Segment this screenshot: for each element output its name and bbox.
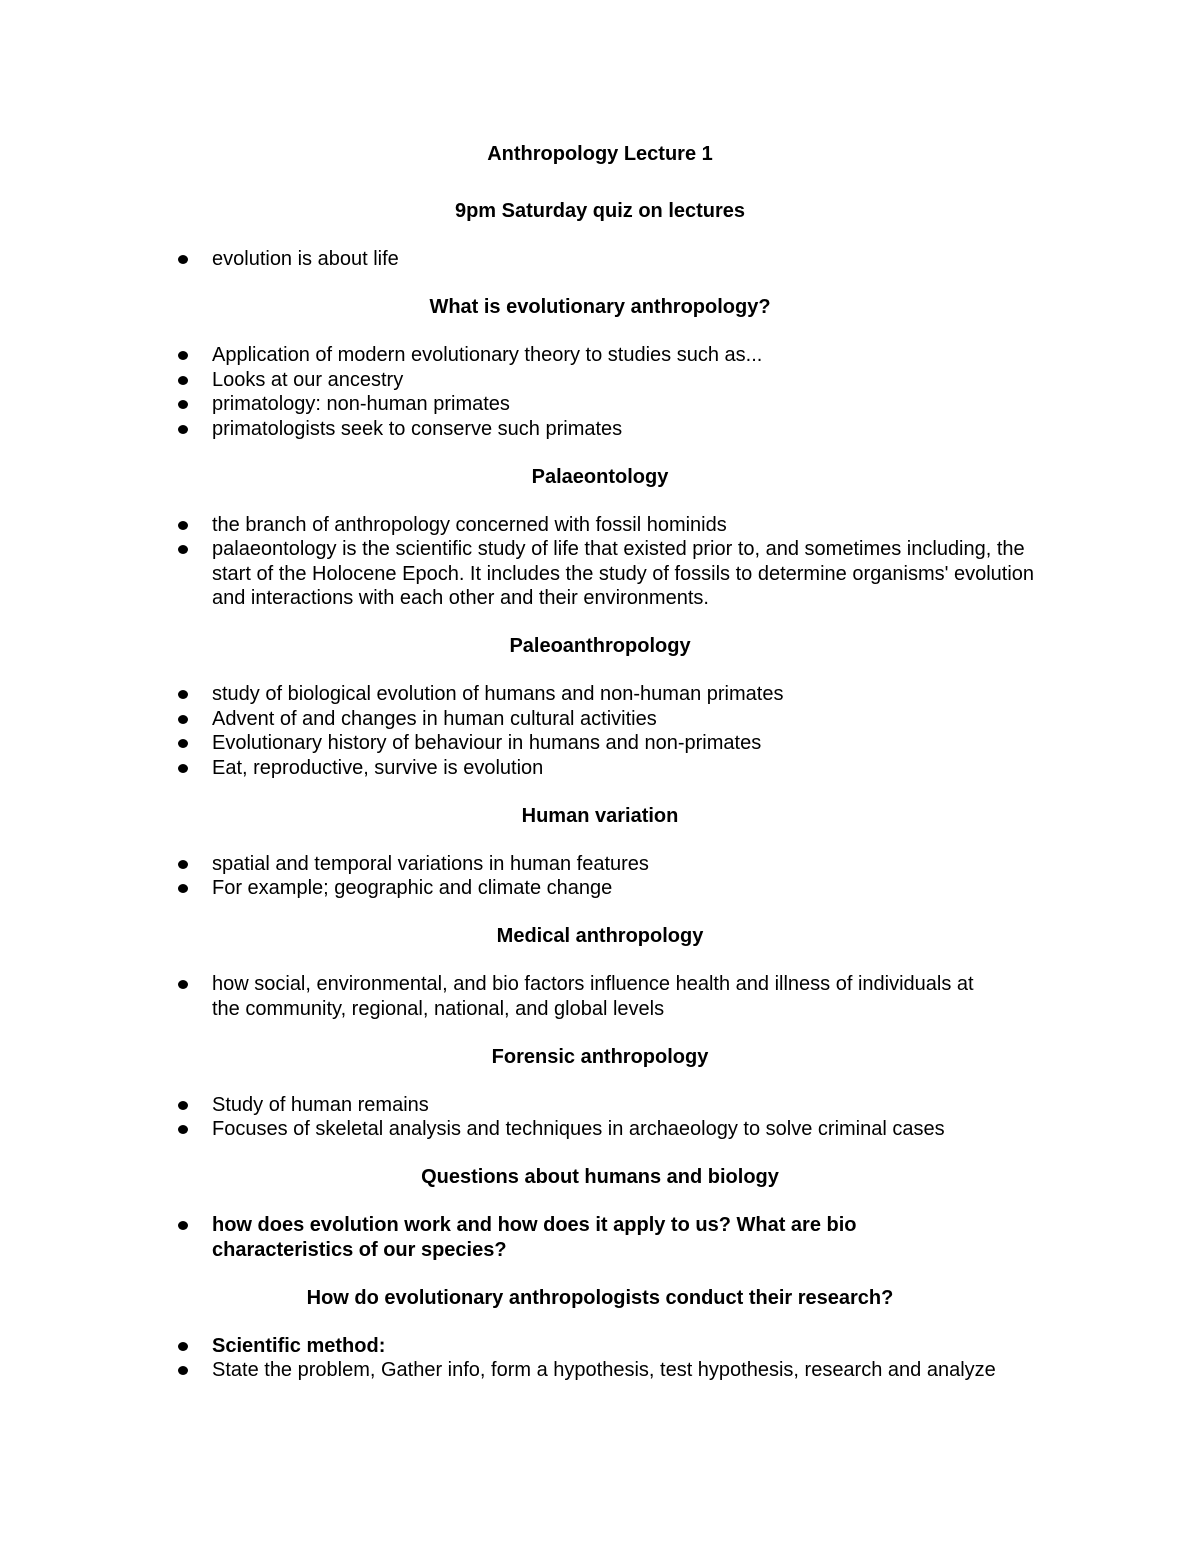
- section-heading: What is evolutionary anthropology?: [429, 296, 771, 318]
- bullet-text: Focuses of skeletal analysis and techniques in archaeology to solve criminal cases: [212, 1118, 945, 1140]
- bullet-text: start of the Holocene Epoch. It includes the study of fossils to determine organisms' evolution: [212, 562, 1035, 585]
- bullet-text: primatology: non-human primates: [212, 393, 510, 415]
- bullet-icon: [178, 715, 188, 724]
- section-heading: Questions about humans and biology: [421, 1166, 779, 1188]
- bullet-icon: [178, 1342, 188, 1351]
- bullet-text: Application of modern evolutionary theory to studies such as...: [212, 344, 763, 366]
- bullet-icon: [178, 860, 188, 869]
- bullet-text: Eat, reproductive, survive is evolution: [212, 756, 544, 779]
- bullet-text: Scientific method:: [212, 1334, 386, 1357]
- bullet-icon: [178, 400, 188, 409]
- bullet-icon: [178, 376, 188, 385]
- bullet-text: the branch of anthropology concerned with fossil hominids: [212, 513, 727, 536]
- section-heading: Palaeontology: [531, 465, 669, 488]
- bullet-text: spatial and temporal variations in human features: [212, 852, 649, 875]
- bullet-text: Advent of and changes in human cultural activities: [212, 707, 657, 730]
- bullet-text: and interactions with each other and their environments.: [212, 587, 709, 609]
- bullet-text: primatologists seek to conserve such primates: [212, 417, 623, 440]
- bullet-text: study of biological evolution of humans and non-human primates: [212, 683, 784, 705]
- bullet-icon: [178, 1125, 188, 1134]
- document-title: Anthropology Lecture 1: [487, 143, 713, 165]
- bullet-text: how does evolution work and how does it apply to us? What are bio: [212, 1214, 857, 1236]
- bullet-text: Looks at our ancestry: [212, 368, 404, 391]
- section-heading: Paleoanthropology: [509, 635, 691, 657]
- document-subtitle: 9pm Saturday quiz on lectures: [454, 200, 746, 222]
- section-heading: How do evolutionary anthropologists conduct their research?: [306, 1286, 894, 1309]
- bullet-text: For example; geographic and climate change: [212, 877, 613, 899]
- bullet-text: Study of human remains: [212, 1093, 429, 1116]
- section-heading: Medical anthropology: [496, 925, 704, 947]
- bullet-icon: [178, 1366, 188, 1375]
- bullet-icon: [178, 739, 188, 748]
- bullet-text: characteristics of our species?: [212, 1238, 507, 1261]
- bullet-text: Evolutionary history of behaviour in humans and non-primates: [212, 732, 762, 754]
- bullet-text: how social, environmental, and bio factors influence health and illness of individuals at: [212, 973, 974, 995]
- bullet-text: palaeontology is the scientific study of life that existed prior to, and sometimes including, the: [212, 538, 1025, 560]
- bullet-icon: [178, 980, 188, 989]
- bullet-text: the community, regional, national, and global levels: [212, 997, 665, 1020]
- bullet-icon: [178, 351, 188, 360]
- bullet-icon: [178, 545, 188, 554]
- bullet-icon: [178, 1221, 188, 1230]
- bullet-icon: [178, 764, 188, 773]
- section-heading: Human variation: [521, 804, 679, 827]
- bullet-icon: [178, 1101, 188, 1110]
- bullet-text: State the problem, Gather info, form a hypothesis, test hypothesis, research and analyze: [212, 1359, 996, 1381]
- bullet-icon: [178, 521, 188, 530]
- bullet-icon: [178, 690, 188, 699]
- bullet-icon: [178, 255, 188, 264]
- bullet-text: evolution is about life: [212, 248, 399, 270]
- bullet-icon: [178, 884, 188, 893]
- section-heading: Forensic anthropology: [491, 1045, 709, 1068]
- bullet-icon: [178, 425, 188, 434]
